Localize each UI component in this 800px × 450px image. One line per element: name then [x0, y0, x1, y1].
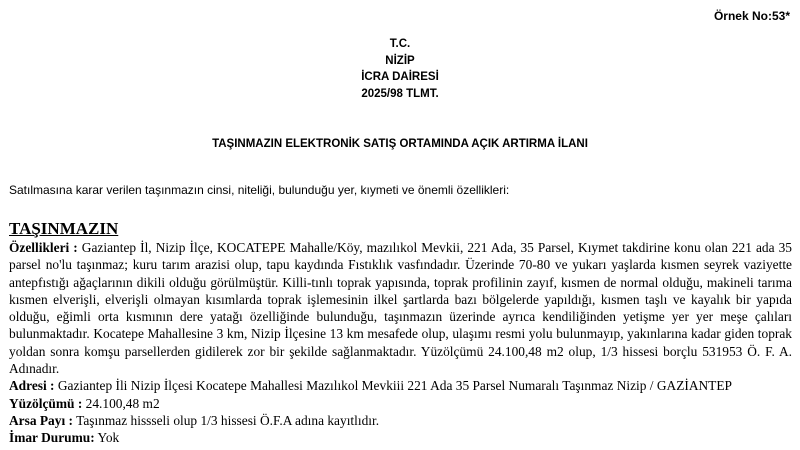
document-header	[0, 36, 800, 102]
features-text: Gaziantep İl, Nizip İlçe, KOCATEPE Mahalle/Köy, mazılıkol Mevkii, 221 Ada, 35 Parsel, Kıymet takdirine konu olan 221 ada 35 parsel no'lu taşınmaz; kuru tarım arazisi olup, tapu kaydında Fıstıklık vasfındadır. Üzerinde 70-80 ve yukarı yaşlarda kısmen seyrek vaziyette antepfıstığı ağaçlarının dikili olduğu görülmüştür. Killi-tınlı toprak yapısında, toprak profilinin zayıf, kısmen de normal olduğu, makineli tarıma kısmen elverişli, elverişli olmayan kısımlarda toprak işlemesinin ilkel şartlarda bazı bölgelerde yapıldığı, kısmen taşlı ve kayalık bir yapıda olduğu, eğimli orta kısmının dere yatağı özelliğinde bulunduğu, taşınmazın üzerinde ayrıca kendiliğinden yetişme yer yer meşe çalıları bulunmaktadır. Kocatepe Mahallesine 3 km, Nizip İlçesine 13 km mesafede olup, ulaşımı resmi yolu bulunmayıp, yakınlarına kadar giden toprak yoldan sonra komşu parsellerden gidilerek zor bir şekilde sağlanmaktadır. Yüzölçümü 24.100,48 m2 olup, 1/3 hissesi borçlu 531953 Ö. F. A. Adınadır.	[9, 240, 792, 377]
share-paragraph	[9, 412, 792, 429]
share-text: Taşınmaz hissseli olup 1/3 hissesi Ö.F.A adına kayıtlıdır.	[72, 412, 380, 428]
zoning-text: Yok	[94, 430, 120, 446]
features-label: Özellikleri :	[9, 240, 78, 255]
intro-text: Satılmasına karar verilen taşınmazın cinsi, niteliği, bulunduğu yer, kıymeti ve önemli özellikleri:	[9, 183, 510, 197]
area-paragraph	[9, 395, 792, 412]
header-city: NİZİP	[385, 54, 415, 67]
share-label: Arsa Payı :	[9, 412, 73, 428]
header-country: T.C.	[389, 38, 411, 50]
area-label: Yüzölçümü :	[9, 395, 83, 411]
zoning-label: İmar Durumu:	[9, 430, 95, 446]
address-paragraph	[9, 377, 792, 394]
address-label: Adresi :	[9, 378, 55, 394]
zoning-paragraph	[9, 429, 792, 446]
features-paragraph	[9, 239, 792, 377]
notice-title: TAŞINMAZIN ELEKTRONİK SATIŞ ORTAMINDA AÇIK ARTIRMA İLANI	[212, 138, 588, 150]
section-heading: TAŞINMAZIN	[9, 219, 119, 238]
address-text: Gaziantep İli Nizip İlçesi Kocatepe Mahallesi Mazılıkol Mevkiii 221 Ada 35 Parsel Numaralı Taşınmaz Nizip / GAZİANTEP	[54, 378, 732, 394]
property-details	[9, 239, 792, 447]
header-file-number: 2025/98 TLMT.	[361, 87, 439, 100]
form-number: Örnek No:53*	[713, 9, 790, 23]
header-office: İCRA DAİRESİ	[361, 71, 439, 83]
area-text: 24.100,48 m2	[82, 395, 160, 411]
